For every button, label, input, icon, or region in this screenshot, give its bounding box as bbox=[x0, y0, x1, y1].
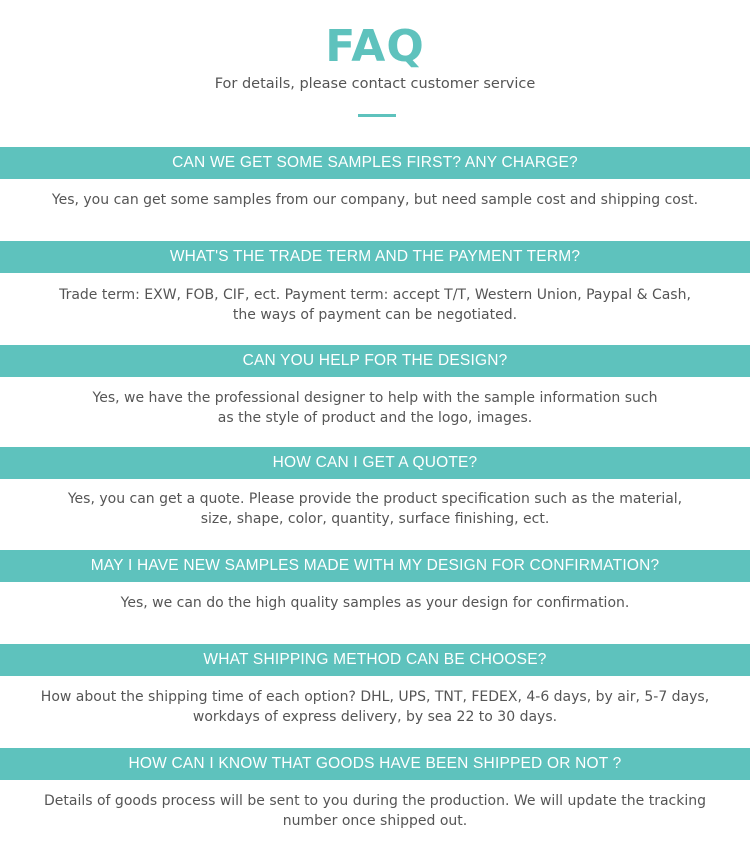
faq-answer-line: How about the shipping time of each option? DHL, UPS, TNT, FEDEX, 4-6 days, by air, 5-7 days, bbox=[40, 689, 710, 705]
faq-question-new-samples: MAY I HAVE NEW SAMPLES MADE WITH MY DESIGN FOR CONFIRMATION? bbox=[0, 550, 750, 582]
faq-answer-trade-term bbox=[20, 285, 730, 325]
faq-question-samples: CAN WE GET SOME SAMPLES FIRST? ANY CHARGE? bbox=[0, 147, 750, 179]
faq-answer-line: Yes, we have the professional designer to help with the sample information such bbox=[92, 390, 658, 406]
faq-answer-line: workdays of express delivery, by sea 22 to 30 days. bbox=[192, 709, 558, 725]
faq-answer-line: size, shape, color, quantity, surface finishing, ect. bbox=[200, 511, 550, 527]
faq-answer-quote bbox=[20, 489, 730, 529]
faq-answer-line: Yes, we can do the high quality samples as your design for confirmation. bbox=[120, 595, 630, 611]
faq-answer-line: Yes, you can get some samples from our company, but need sample cost and shipping cost. bbox=[51, 192, 699, 208]
faq-header bbox=[0, 0, 750, 148]
faq-answer-shipping-method bbox=[20, 687, 730, 727]
faq-answer-new-samples bbox=[20, 593, 730, 613]
faq-answer-line: Yes, you can get a quote. Please provide the product specification such as the material, bbox=[67, 491, 683, 507]
faq-question-quote: HOW CAN I GET A QUOTE? bbox=[0, 447, 750, 479]
faq-answer-line: the ways of payment can be negotiated. bbox=[232, 307, 518, 323]
faq-answer-line: Details of goods process will be sent to you during the production. We will update the tracking bbox=[44, 793, 706, 809]
page-title: FAQ bbox=[325, 21, 425, 72]
faq-answer-line: Trade term: EXW, FOB, CIF, ect. Payment term: accept T/T, Western Union, Paypal & Cash, bbox=[59, 287, 691, 303]
faq-question-shipped-status: HOW CAN I KNOW THAT GOODS HAVE BEEN SHIPPED OR NOT ? bbox=[0, 748, 750, 780]
faq-question-shipping-method: WHAT SHIPPING METHOD CAN BE CHOOSE? bbox=[0, 644, 750, 676]
faq-question-trade-term: WHAT'S THE TRADE TERM AND THE PAYMENT TERM? bbox=[0, 241, 750, 273]
faq-answer-shipped-status bbox=[20, 791, 730, 831]
faq-answer-line: number once shipped out. bbox=[282, 813, 468, 829]
faq-question-design: CAN YOU HELP FOR THE DESIGN? bbox=[0, 345, 750, 377]
title-divider bbox=[358, 114, 396, 117]
page-subtitle: For details, please contact customer service bbox=[214, 76, 536, 92]
faq-answer-design bbox=[20, 388, 730, 428]
faq-answer-line: as the style of product and the logo, images. bbox=[217, 410, 533, 426]
faq-answer-samples bbox=[20, 190, 730, 210]
